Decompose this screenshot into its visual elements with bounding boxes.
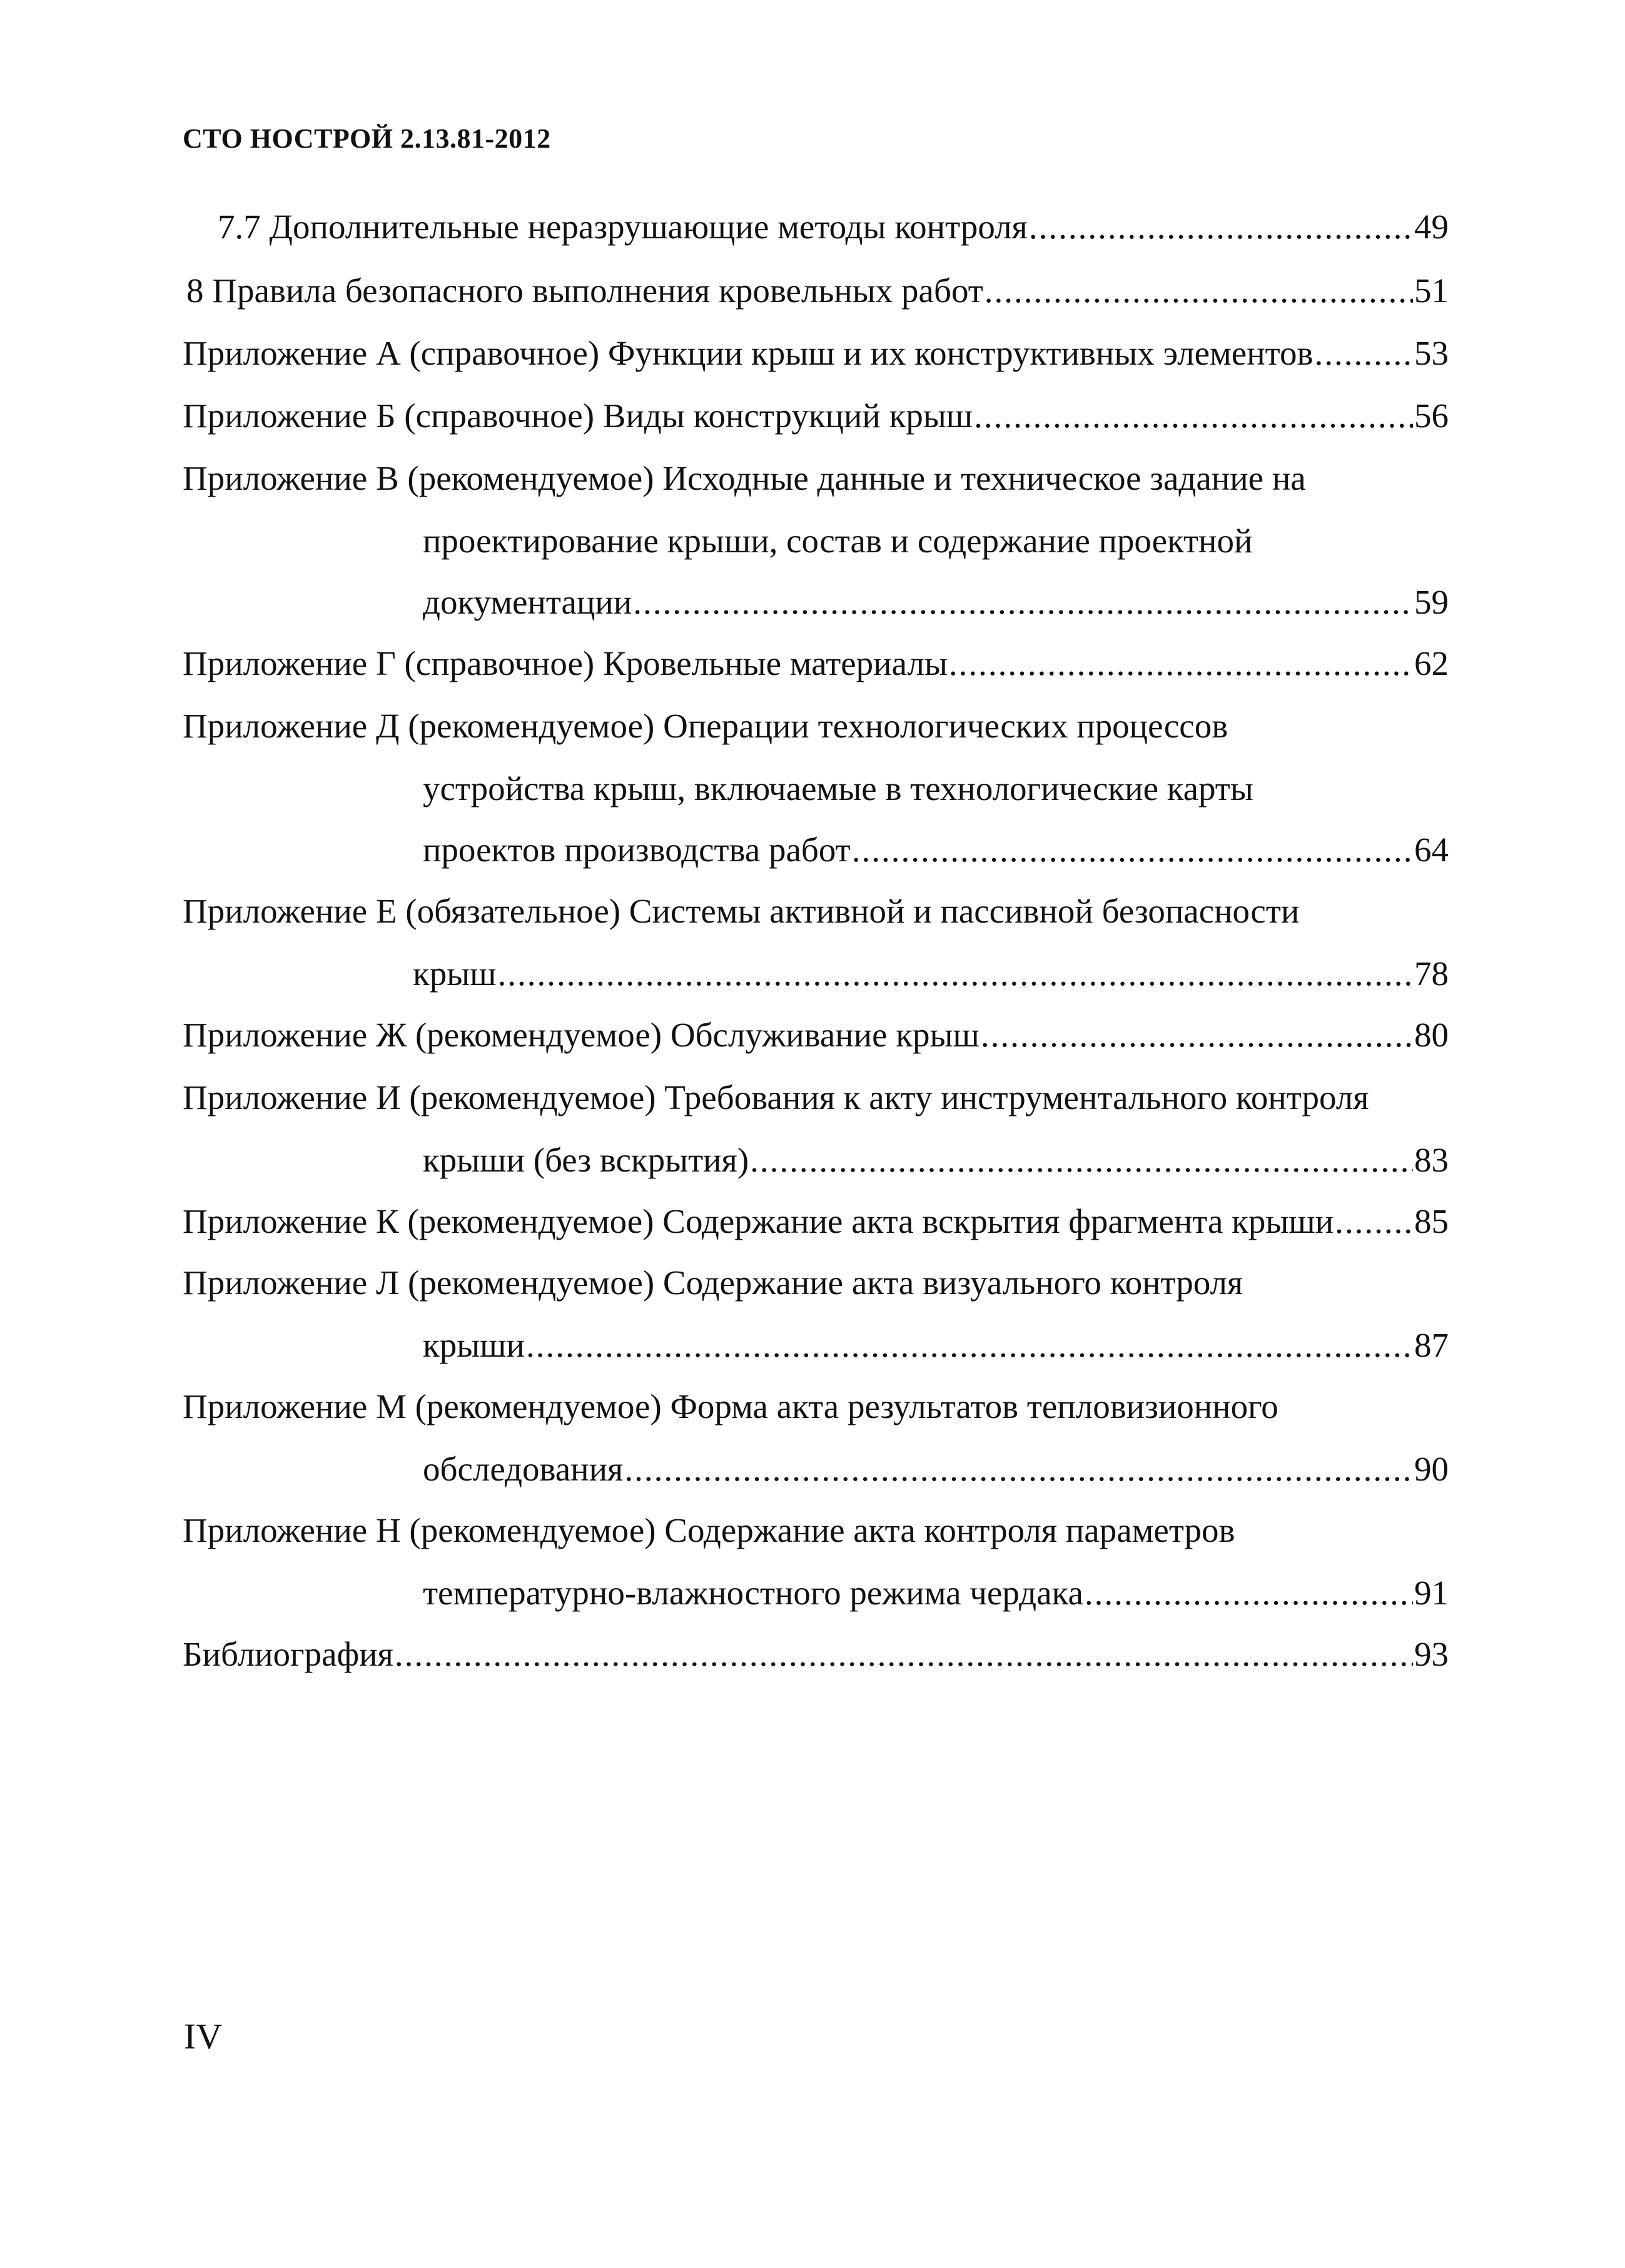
toc-leader-dots — [1314, 332, 1413, 375]
toc-leader-dots — [624, 1447, 1413, 1491]
toc-entry-appendix-v-line3 — [423, 580, 1449, 624]
toc-page-number: 64 — [1414, 831, 1449, 869]
toc-entry-appendix-k[interactable] — [183, 1200, 1449, 1243]
toc-leader-dots — [1085, 1571, 1413, 1615]
toc-leader-dots — [974, 394, 1413, 438]
toc-entry-title: Библиография — [183, 1635, 393, 1673]
toc-entry-title: Приложение И (рекомендуемое) Требования к акту инструментального контроля — [183, 1078, 1369, 1116]
toc-leader-dots — [981, 1013, 1413, 1057]
toc-entry-appendix-a[interactable] — [183, 332, 1449, 375]
toc-entry-appendix-zh[interactable] — [183, 1013, 1449, 1057]
toc-entry-title: Приложение В (рекомендуемое) Исходные данные и техническое задание на — [183, 459, 1306, 497]
toc-entry-title: Приложение А (справочное) Функции крыш и их конструктивных элементов — [183, 334, 1314, 372]
toc-entry-appendix-g[interactable] — [183, 642, 1449, 686]
toc-entry-bibliography[interactable] — [183, 1633, 1449, 1676]
toc-leader-dots — [949, 642, 1413, 686]
toc-entry-title-continuation: обследования — [423, 1450, 624, 1488]
toc-entry-appendix-d-line2 — [423, 767, 1253, 811]
toc-entry-appendix-v-line2 — [423, 519, 1252, 563]
toc-entry-appendix-v-line1[interactable] — [183, 457, 1306, 500]
toc-entry-appendix-m-line1[interactable] — [183, 1385, 1278, 1429]
toc-entry-title-continuation: проектирование крыши, состав и содержание проектной — [423, 522, 1253, 560]
toc-page-number: 91 — [1414, 1574, 1449, 1612]
toc-entry-appendix-n-line2 — [423, 1571, 1449, 1615]
toc-page-number: 59 — [1414, 583, 1449, 621]
toc-entry-title: Приложение Ж (рекомендуемое) Обслуживание крыш — [183, 1016, 980, 1054]
page-number-footer: IV — [184, 2016, 223, 2057]
toc-page-number: 51 — [1414, 271, 1449, 310]
toc-entry-8[interactable] — [186, 269, 1449, 313]
toc-leader-dots — [395, 1633, 1413, 1676]
toc-entry-appendix-d-line1[interactable] — [183, 704, 1228, 748]
toc-entry-title-continuation: документации — [423, 583, 632, 621]
toc-page-number: 53 — [1414, 334, 1449, 372]
toc-entry-appendix-b[interactable] — [183, 394, 1449, 438]
toc-entry-title: Приложение М (рекомендуемое) Форма акта результатов тепловизионного — [183, 1387, 1278, 1425]
toc-entry-title-continuation: крыш — [413, 954, 497, 993]
toc-page-number: 56 — [1414, 397, 1449, 435]
toc-entry-title: Приложение Е (обязательное) Системы активной и пассивной безопасности — [183, 892, 1300, 930]
toc-page-number: 87 — [1414, 1326, 1449, 1364]
toc-entry-title: Приложение Н (рекомендуемое) Содержание акта контроля параметров — [183, 1511, 1235, 1549]
toc-page-number: 85 — [1414, 1202, 1449, 1240]
toc-leader-dots — [750, 1138, 1413, 1182]
toc-leader-dots — [526, 1324, 1413, 1367]
toc-leader-dots — [985, 269, 1413, 313]
toc-entry-appendix-d-line3 — [423, 828, 1449, 872]
toc-leader-dots — [498, 952, 1413, 996]
toc-entry-title-continuation: проектов производства работ — [423, 831, 851, 869]
toc-entry-title: Приложение Б (справочное) Виды конструкций крыш — [183, 397, 973, 435]
toc-entry-title: Приложение Г (справочное) Кровельные материалы — [183, 644, 948, 682]
toc-page-number: 93 — [1414, 1635, 1449, 1673]
toc-leader-dots — [1335, 1200, 1413, 1243]
toc-entry-title-continuation: крыши (без вскрытия) — [423, 1141, 749, 1179]
toc-entry-7-7[interactable] — [218, 205, 1449, 249]
toc-leader-dots — [633, 580, 1413, 624]
toc-entry-appendix-n-line1[interactable] — [183, 1509, 1235, 1552]
toc-entry-title: 8 Правила безопасного выполнения кровельных работ — [186, 271, 983, 310]
toc-page-number: 78 — [1414, 954, 1449, 993]
toc-entry-appendix-i-line1[interactable] — [183, 1076, 1369, 1120]
toc-leader-dots — [852, 828, 1413, 872]
toc-entry-title: Приложение К (рекомендуемое) Содержание акта вскрытия фрагмента крыши — [183, 1202, 1334, 1240]
document-code-header: СТО НОСТРОЙ 2.13.81-2012 — [183, 123, 551, 154]
toc-page-number: 83 — [1414, 1141, 1449, 1179]
toc-entry-title-continuation: температурно-влажностного режима чердака — [423, 1574, 1083, 1612]
toc-entry-title-continuation: устройства крыш, включаемые в технологические карты — [423, 769, 1253, 807]
toc-page-number: 49 — [1414, 208, 1449, 246]
toc-page-number: 80 — [1414, 1016, 1449, 1054]
toc-entry-appendix-l-line1[interactable] — [183, 1261, 1243, 1305]
toc-entry-appendix-m-line2 — [423, 1447, 1449, 1491]
toc-entry-title: Приложение Д (рекомендуемое) Операции технологических процессов — [183, 707, 1228, 745]
toc-leader-dots — [1029, 205, 1413, 249]
toc-entry-appendix-e-line2 — [413, 952, 1449, 996]
toc-page-number: 62 — [1414, 644, 1449, 682]
toc-entry-appendix-l-line2 — [423, 1324, 1449, 1367]
toc-entry-title: Приложение Л (рекомендуемое) Содержание акта визуального контроля — [183, 1263, 1243, 1302]
toc-entry-title: 7.7 Дополнительные неразрушающие методы контроля — [218, 208, 1028, 246]
toc-page-number: 90 — [1414, 1450, 1449, 1488]
toc-entry-appendix-e-line1[interactable] — [183, 889, 1299, 933]
toc-entry-title-continuation: крыши — [423, 1326, 525, 1364]
toc-entry-appendix-i-line2 — [423, 1138, 1449, 1182]
